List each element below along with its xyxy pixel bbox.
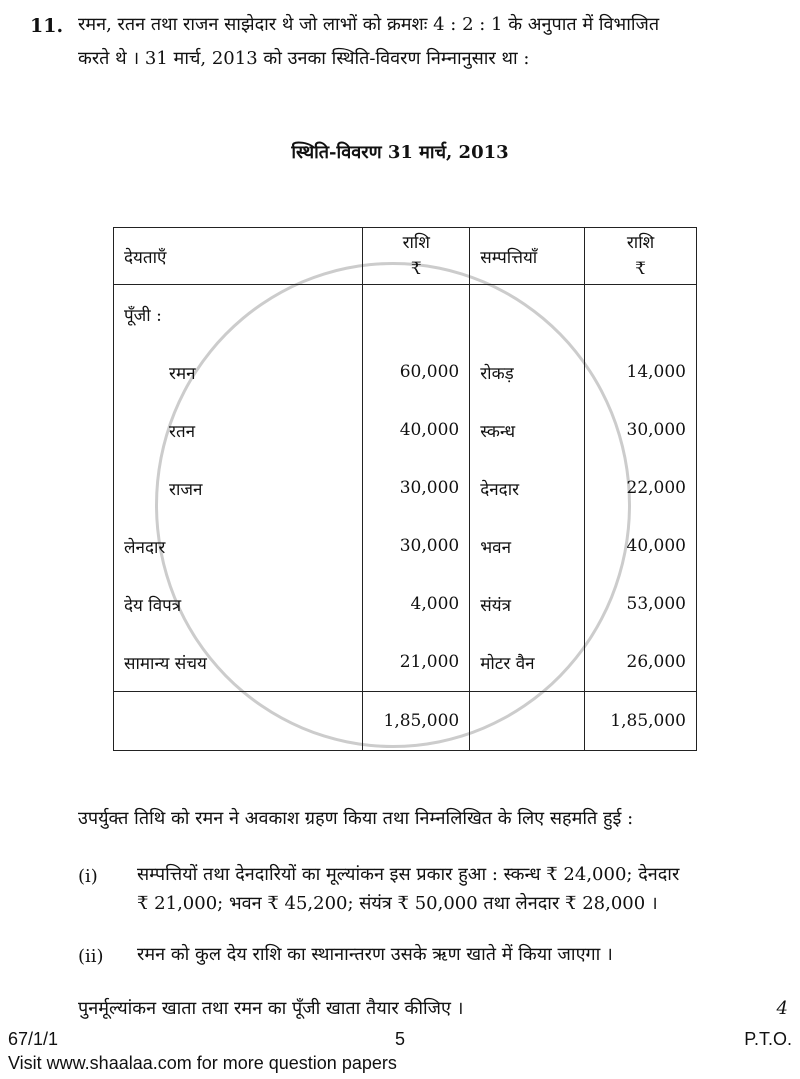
amount-cell: 53,000 bbox=[585, 575, 697, 633]
table-row bbox=[114, 633, 697, 692]
amount-cell: 40,000 bbox=[363, 401, 470, 459]
item-text: रमन को कुल देय राशि का स्थानान्तरण उसके ऋण खाते में किया जाएगा । bbox=[137, 944, 613, 965]
asset-cell: रोकड़ bbox=[470, 343, 585, 401]
total-assets: 1,85,000 bbox=[585, 692, 697, 751]
amount-cell: 22,000 bbox=[585, 459, 697, 517]
item-text: ₹ 21,000; भवन ₹ 45,200; संयंत्र ₹ 50,000 तथा लेनदार ₹ 28,000 । bbox=[137, 893, 658, 914]
amount-cell: 21,000 bbox=[363, 633, 470, 692]
header-amount-assets: राशि ₹ bbox=[585, 228, 697, 285]
table-header-row bbox=[114, 228, 697, 285]
amount-cell: 26,000 bbox=[585, 633, 697, 692]
header-amount-liabilities: राशि ₹ bbox=[363, 228, 470, 285]
header-assets: सम्पत्तियाँ bbox=[470, 228, 585, 285]
amount-cell: 60,000 bbox=[363, 343, 470, 401]
balance-sheet-table bbox=[113, 227, 697, 751]
table-row bbox=[114, 285, 697, 344]
item-label: (i) bbox=[78, 866, 98, 887]
asset-cell: संयंत्र bbox=[470, 575, 585, 633]
amount-cell: 14,000 bbox=[585, 343, 697, 401]
amount-cell: 30,000 bbox=[363, 517, 470, 575]
question-intro-line2: करते थे । 31 मार्च, 2013 को उनका स्थिति-विवरण निम्नानुसार था : bbox=[78, 48, 530, 69]
header-liabilities: देयताएँ bbox=[114, 228, 363, 285]
table-row bbox=[114, 459, 697, 517]
after-text: उपर्युक्त तिथि को रमन ने अवकाश ग्रहण किया तथा निम्नलिखित के लिए सहमति हुई : bbox=[78, 808, 634, 829]
question-number: 11. bbox=[30, 15, 64, 37]
liability-cell: देय विपत्र bbox=[114, 575, 363, 633]
asset-cell: मोटर वैन bbox=[470, 633, 585, 692]
liability-cell: सामान्य संचय bbox=[114, 633, 363, 692]
amount-cell: 4,000 bbox=[363, 575, 470, 633]
question-intro-line1: रमन, रतन तथा राजन साझेदार थे जो लाभों को क्रमशः 4 : 2 : 1 के अनुपात में विभाजित bbox=[78, 14, 660, 35]
total-liabilities: 1,85,000 bbox=[363, 692, 470, 751]
statement-title: स्थिति-विवरण 31 मार्च, 2013 bbox=[291, 142, 509, 163]
instruction-text: पुनर्मूल्यांकन खाता तथा रमन का पूँजी खाता तैयार कीजिए । bbox=[78, 998, 464, 1019]
page-number: 5 bbox=[395, 1029, 406, 1049]
table-row bbox=[114, 401, 697, 459]
total-row bbox=[114, 692, 697, 751]
pto-label: P.T.O. bbox=[744, 1029, 792, 1049]
capital-label: पूँजी : bbox=[114, 285, 363, 344]
amount-cell: 30,000 bbox=[585, 401, 697, 459]
amount-cell: 30,000 bbox=[363, 459, 470, 517]
table-row bbox=[114, 575, 697, 633]
liability-cell: लेनदार bbox=[114, 517, 363, 575]
item-label: (ii) bbox=[78, 946, 104, 967]
paper-code: 67/1/1 bbox=[8, 1029, 59, 1049]
asset-cell: स्कन्ध bbox=[470, 401, 585, 459]
liability-cell: रतन bbox=[114, 401, 363, 459]
table-row bbox=[114, 343, 697, 401]
marks: 4 bbox=[776, 998, 788, 1019]
visit-link[interactable]: Visit www.shaalaa.com for more question papers bbox=[8, 1053, 397, 1073]
item-text: सम्पत्तियों तथा देनदारियों का मूल्यांकन इस प्रकार हुआ : स्कन्ध ₹ 24,000; देनदार bbox=[137, 864, 680, 885]
liability-cell: राजन bbox=[114, 459, 363, 517]
liability-cell: रमन bbox=[114, 343, 363, 401]
asset-cell: भवन bbox=[470, 517, 585, 575]
amount-cell: 40,000 bbox=[585, 517, 697, 575]
asset-cell: देनदार bbox=[470, 459, 585, 517]
table-row bbox=[114, 517, 697, 575]
